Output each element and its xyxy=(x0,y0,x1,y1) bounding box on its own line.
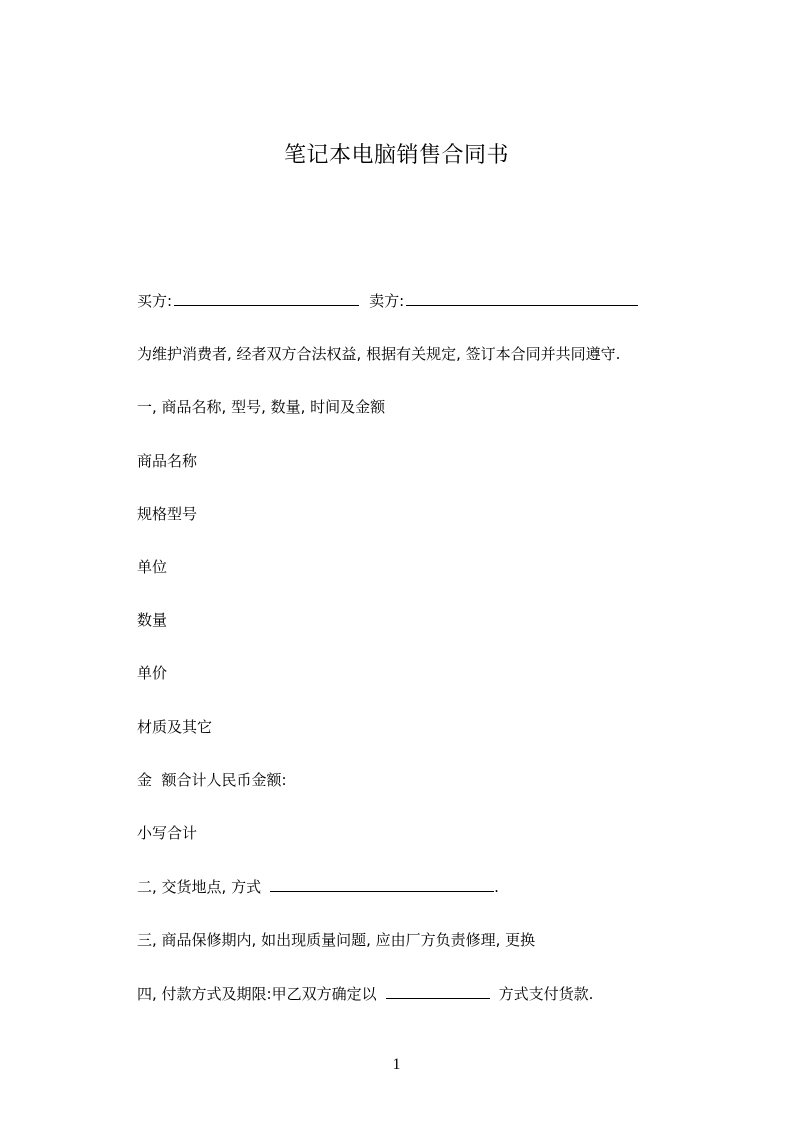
section2-line xyxy=(137,876,499,898)
page-number: 1 xyxy=(392,1056,401,1073)
section4-text: 四, 付款方式及期限:甲乙双方确定以 xyxy=(137,985,377,1003)
field-unit-price: 单价 xyxy=(137,664,168,682)
field-unit: 单位 xyxy=(137,558,168,576)
seller-label: 卖方: xyxy=(369,292,405,310)
delivery-blank xyxy=(270,876,494,892)
field-total-amount: 金 额合计人民币金额: xyxy=(137,771,287,789)
section1-heading: 一, 商品名称, 型号, 数量, 时间及金额 xyxy=(137,398,386,416)
parties-line xyxy=(137,290,638,312)
buyer-label: 买方: xyxy=(137,292,173,310)
field-product-name: 商品名称 xyxy=(137,452,198,470)
document-title: 笔记本电脑销售合同书 xyxy=(283,143,509,168)
field-model: 规格型号 xyxy=(137,505,198,523)
section4-suffix: 方式支付货款. xyxy=(498,985,594,1003)
section4-line xyxy=(137,983,593,1005)
section3-line: 三, 商品保修期内, 如出现质量问题, 应由厂方负责修理, 更换 xyxy=(137,931,536,949)
field-subtotal: 小写合计 xyxy=(137,824,198,842)
section2-text: 二, 交货地点, 方式 xyxy=(137,878,262,896)
intro-paragraph: 为维护消费者, 经者双方合法权益, 根据有关规定, 签订本合同并共同遵守. xyxy=(137,345,621,363)
section2-period: . xyxy=(494,878,499,896)
buyer-blank xyxy=(174,290,359,306)
field-quantity: 数量 xyxy=(137,611,168,629)
field-material: 材质及其它 xyxy=(137,718,213,736)
payment-method-blank xyxy=(386,983,490,999)
seller-blank xyxy=(406,290,638,306)
